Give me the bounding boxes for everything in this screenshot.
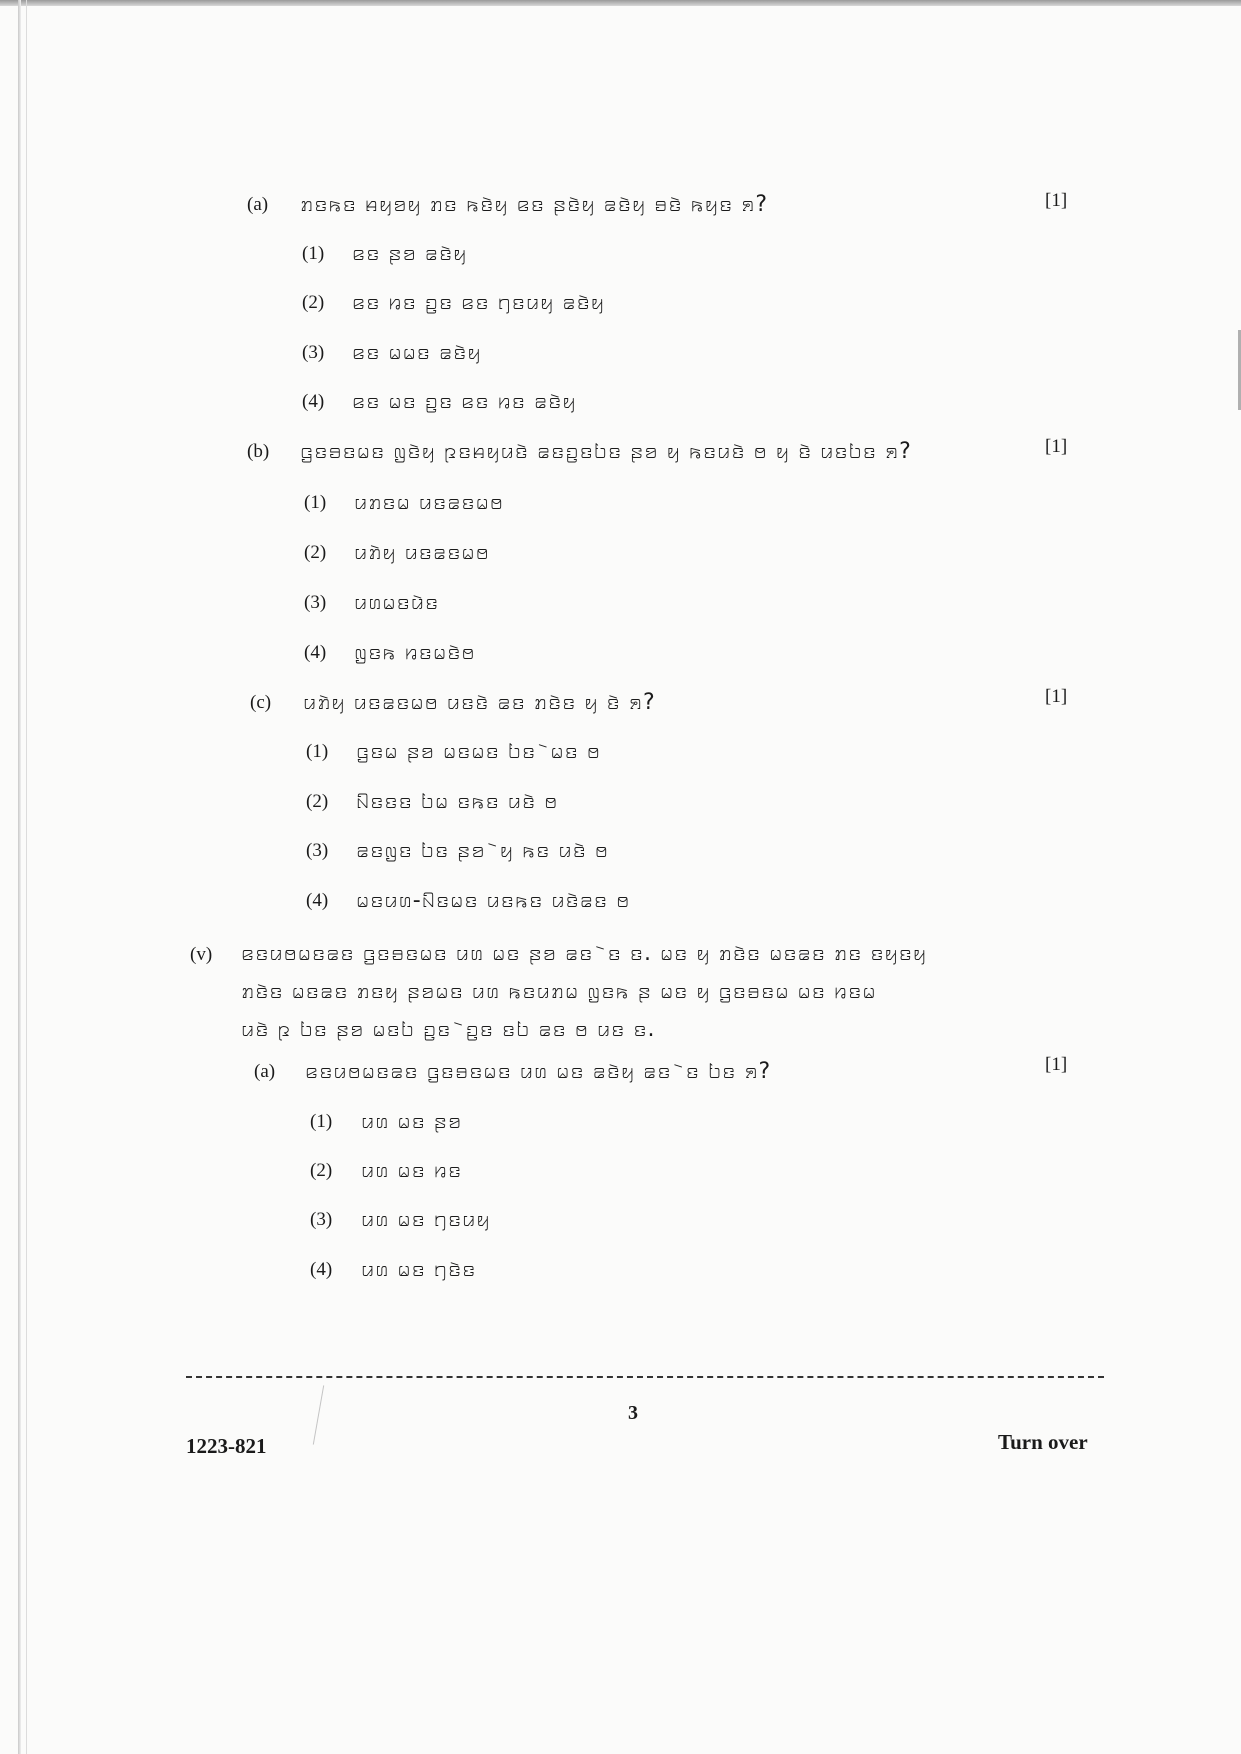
scan-edge — [18, 0, 21, 1754]
option-number: (3) — [302, 342, 325, 363]
option-text: ꤞꤢꤗ ꤔꤤ ꤗꤢꤗꤢ ꤝꤢ ꤧꤗꤢ ꤥ — [356, 739, 601, 764]
option-number: (4) — [306, 890, 329, 911]
option-text: ꤣꤛ ꤗꤢ ꤚꤢꤣꤟ — [361, 1207, 491, 1232]
option-number: (2) — [306, 791, 329, 812]
option-number: (2) — [302, 292, 325, 313]
option-text: ꤕꤢ ꤗꤢ ꤑꤢ ꤕꤢ ꤙꤢ ꤘꤢꤧꤟ — [352, 389, 577, 414]
option-text: ꤣꤛ ꤗꤢ ꤚꤢꤧꤢ — [361, 1257, 477, 1282]
option-text: ꤡꤢꤢꤢ ꤝꤗ ꤢꤒꤢ ꤣꤢꤧ ꤥ — [356, 789, 559, 814]
question-label: (a) — [247, 194, 269, 215]
footer-divider — [186, 1376, 1104, 1378]
option-number: (1) — [302, 243, 325, 264]
option-number: (3) — [310, 1209, 333, 1230]
question-label: (c) — [250, 692, 272, 713]
marks: [1] — [1045, 1054, 1068, 1075]
option-number: (3) — [304, 592, 327, 613]
option-number: (1) — [304, 492, 327, 513]
scan-edge — [0, 0, 1241, 6]
option-text: ꤕꤢ ꤗꤗꤢ ꤘꤢꤧꤟ — [352, 340, 482, 365]
pencil-mark — [313, 1385, 324, 1444]
option-number: (4) — [310, 1259, 333, 1280]
option-text: ꤣꤛ ꤗꤢ ꤙꤢ — [361, 1158, 463, 1183]
option-text: ꤣꤊꤢꤗ ꤣꤢꤘꤢꤗꤥ — [354, 490, 504, 515]
option-text: ꤣꤊꤧꤟ ꤣꤢꤘꤢꤗꤥ — [354, 540, 490, 565]
passage-line: ꤕꤢꤣꤥꤗꤢꤘꤢ ꤞꤢꤋꤢꤗꤢ ꤣꤛ ꤗꤢ ꤔꤤ ꤘꤢ ꤧꤢ ꤢ. ꤗꤢ ꤟ ꤊꤢꤧꤢ ꤗꤢꤘꤢ ꤊꤢ ꤢꤟꤢꤟ — [241, 941, 928, 966]
option-number: (4) — [304, 642, 327, 663]
marks: [1] — [1045, 436, 1068, 457]
question-text: ꤊꤢꤒꤢ ꤌꤟꤤꤟ ꤊꤢ ꤒꤢꤧꤟ ꤕꤢ ꤔꤢꤧꤟ ꤘꤢꤧꤟ ꤋꤢꤧ ꤒꤟꤢ ꤎ? — [300, 192, 769, 217]
question-label: (b) — [247, 441, 270, 462]
marks: [1] — [1045, 686, 1068, 707]
paper-code: 1223-821 — [186, 1434, 267, 1458]
option-text: ꤜꤢꤒ ꤙꤢꤗꤢꤧꤥ — [354, 640, 476, 665]
option-text: ꤕꤢ ꤙꤢ ꤑꤢ ꤕꤢ ꤚꤢꤣꤟ ꤘꤢꤧꤟ — [352, 290, 605, 315]
option-number: (3) — [306, 840, 329, 861]
scan-edge — [26, 0, 27, 1754]
option-number: (4) — [302, 391, 325, 412]
option-text: ꤘꤢꤜꤢ ꤝꤢ ꤔꤤ ꤧꤟ ꤒꤢ ꤣꤢꤧ ꤥ — [356, 838, 609, 863]
option-text: ꤗꤢꤣꤛ-ꤡꤢꤗꤢ ꤣꤢꤒꤢ ꤣꤢꤧꤘꤢ ꤥ — [356, 888, 631, 913]
passage-line: ꤊꤢꤧꤢ ꤗꤢꤘꤢ ꤊꤢꤟ ꤔꤤꤗꤢ ꤣꤛ ꤒꤢꤣꤊꤗ ꤜꤢꤒ ꤔ ꤗꤢ ꤟ ꤞꤢꤋꤢꤗ ꤗꤢ ꤙꤢꤗ — [241, 979, 877, 1004]
question-label: (v) — [190, 944, 213, 965]
option-number: (2) — [310, 1160, 333, 1181]
option-number: (2) — [304, 542, 327, 563]
page-number: 3 — [628, 1402, 638, 1424]
question-text: ꤣꤊꤧꤟ ꤣꤢꤘꤢꤗꤥ ꤣꤢꤢꤧ ꤘꤢ ꤊꤢꤧꤢ ꤟ ꤢꤧ ꤎ? — [303, 690, 656, 715]
option-number: (1) — [306, 741, 329, 762]
option-number: (1) — [310, 1111, 333, 1132]
question-text: ꤕꤢꤣꤥꤗꤢꤘꤢ ꤞꤢꤋꤢꤗꤢ ꤣꤛ ꤗꤢ ꤘꤢꤧꤟ ꤘꤢ ꤧꤢ ꤝꤢ ꤎ? — [305, 1059, 772, 1084]
option-text: ꤣꤛ ꤗꤢ ꤔꤤ — [361, 1109, 463, 1134]
question-text: ꤞꤢꤋꤢꤗꤢ ꤜꤢꤧꤟ ꤐꤢꤌꤟꤣꤢꤧ ꤘꤢꤑꤢꤝꤢ ꤔꤤ ꤟ ꤒꤢꤣꤢꤧ ꤥ ꤟ ꤢꤧ ꤣꤢꤝꤢ ꤎ? — [300, 439, 912, 464]
option-text: ꤣꤛꤗꤢꤣꤧꤢ — [354, 590, 440, 615]
question-label: (a) — [254, 1061, 276, 1082]
option-text: ꤕꤢ ꤔꤤ ꤘꤢꤧꤟ — [352, 241, 468, 266]
marks: [1] — [1045, 190, 1068, 211]
passage-line: ꤣꤢꤧ ꤐ ꤝꤢ ꤔꤤ ꤗꤢꤝ ꤑꤢ ꤧꤑꤢ ꤢꤝ ꤘꤢ ꤥ ꤣꤢ ꤢ. — [241, 1017, 656, 1042]
turn-over-label: Turn over — [998, 1430, 1088, 1454]
